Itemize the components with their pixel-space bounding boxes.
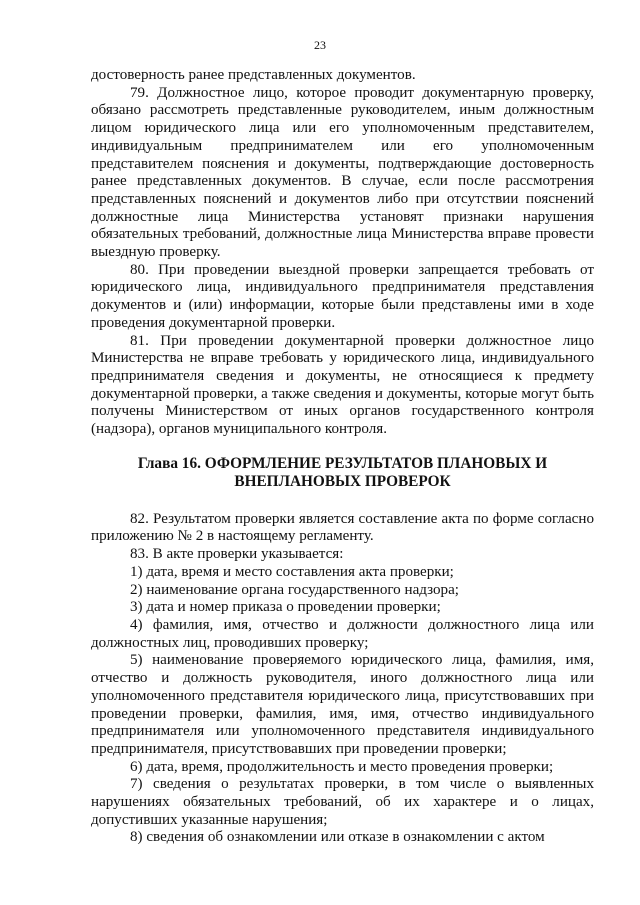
document-body bbox=[91, 67, 594, 847]
chapter-heading-line-1: Глава 16. ОФОРМЛЕНИЕ РЕЗУЛЬТАТОВ ПЛАНОВЫХ И bbox=[137, 454, 548, 472]
paragraph-82: 82. Результатом проверки является составление акта по форме согласно приложению № 2 в настоящему регламенту. bbox=[91, 510, 594, 545]
list-item-2: 2) наименование органа государственного надзора; bbox=[130, 581, 459, 598]
list-item-3: 3) дата и номер приказа о проведении проверки; bbox=[130, 599, 441, 616]
paragraph-81: 81. При проведении документарной проверки должностное лицо Министерства не вправе требовать у юридического лица, индивидуального предпринимателя сведения и документы, не относящиеся к предмету документарной проверки, а также сведения и документы, которые могут быть получены Министерством от иных органов государственного контроля (надзора), органов муниципального контроля. bbox=[91, 332, 594, 438]
paragraph-83: 83. В акте проверки указывается: bbox=[130, 546, 344, 563]
list-item-1: 1) дата, время и место составления акта проверки; bbox=[130, 563, 454, 580]
list-item-4: 4) фамилия, имя, отчество и должности должностного лица или должностных лиц, проводивших проверку; bbox=[91, 616, 594, 651]
page-number: 23 bbox=[314, 38, 326, 52]
paragraph-79: 79. Должностное лицо, которое проводит документарную проверку, обязано рассмотреть представленные руководителем, иным должностным лицом юридического лица или его уполномоченным представителем, индивидуальным предпринимателем или его уполномоченным представителем пояснения и документы, подтверждающие достоверность ранее представленных документов. В случае, если после рассмотрения представленных пояснений и документов либо при отсутствии пояснений должностные лица Министерства установят признаки нарушения обязательных требований, должностные лица Министерства вправе провести выездную проверку. bbox=[91, 84, 594, 261]
list-item-7: 7) сведения о результатах проверки, в том числе о выявленных нарушениях обязательных требований, об их характере и о лицах, допустивших указанные нарушения; bbox=[91, 776, 594, 828]
chapter-heading-line-2: ВНЕПЛАНОВЫХ ПРОВЕРОК bbox=[234, 472, 451, 490]
chapter-heading bbox=[91, 455, 594, 491]
list-item-6: 6) дата, время, продолжительность и место проведения проверки; bbox=[130, 758, 554, 775]
list-item-5: 5) наименование проверяемого юридического лица, фамилия, имя, отчество и должность руководителя, иного должностного лица или уполномоченного представителя юридического лица, присутствовавших при проведении проверки, фамилия, имя, имя, отчество индивидуального предпринимателя или уполномоченного представителя индивидуального предпринимателя, присутствовавших при проведении проверки; bbox=[91, 652, 594, 757]
list-item-8: 8) сведения об ознакомлении или отказе в ознакомлении с актом bbox=[130, 829, 545, 846]
paragraph-80: 80. При проведении выездной проверки запрещается требовать от юридического лица, индивидуального предпринимателя представления документов и (или) информации, которые были представлены ими в ходе проведения документарной проверки. bbox=[91, 261, 594, 331]
paragraph-continuation: достоверность ранее представленных документов. bbox=[91, 67, 416, 83]
